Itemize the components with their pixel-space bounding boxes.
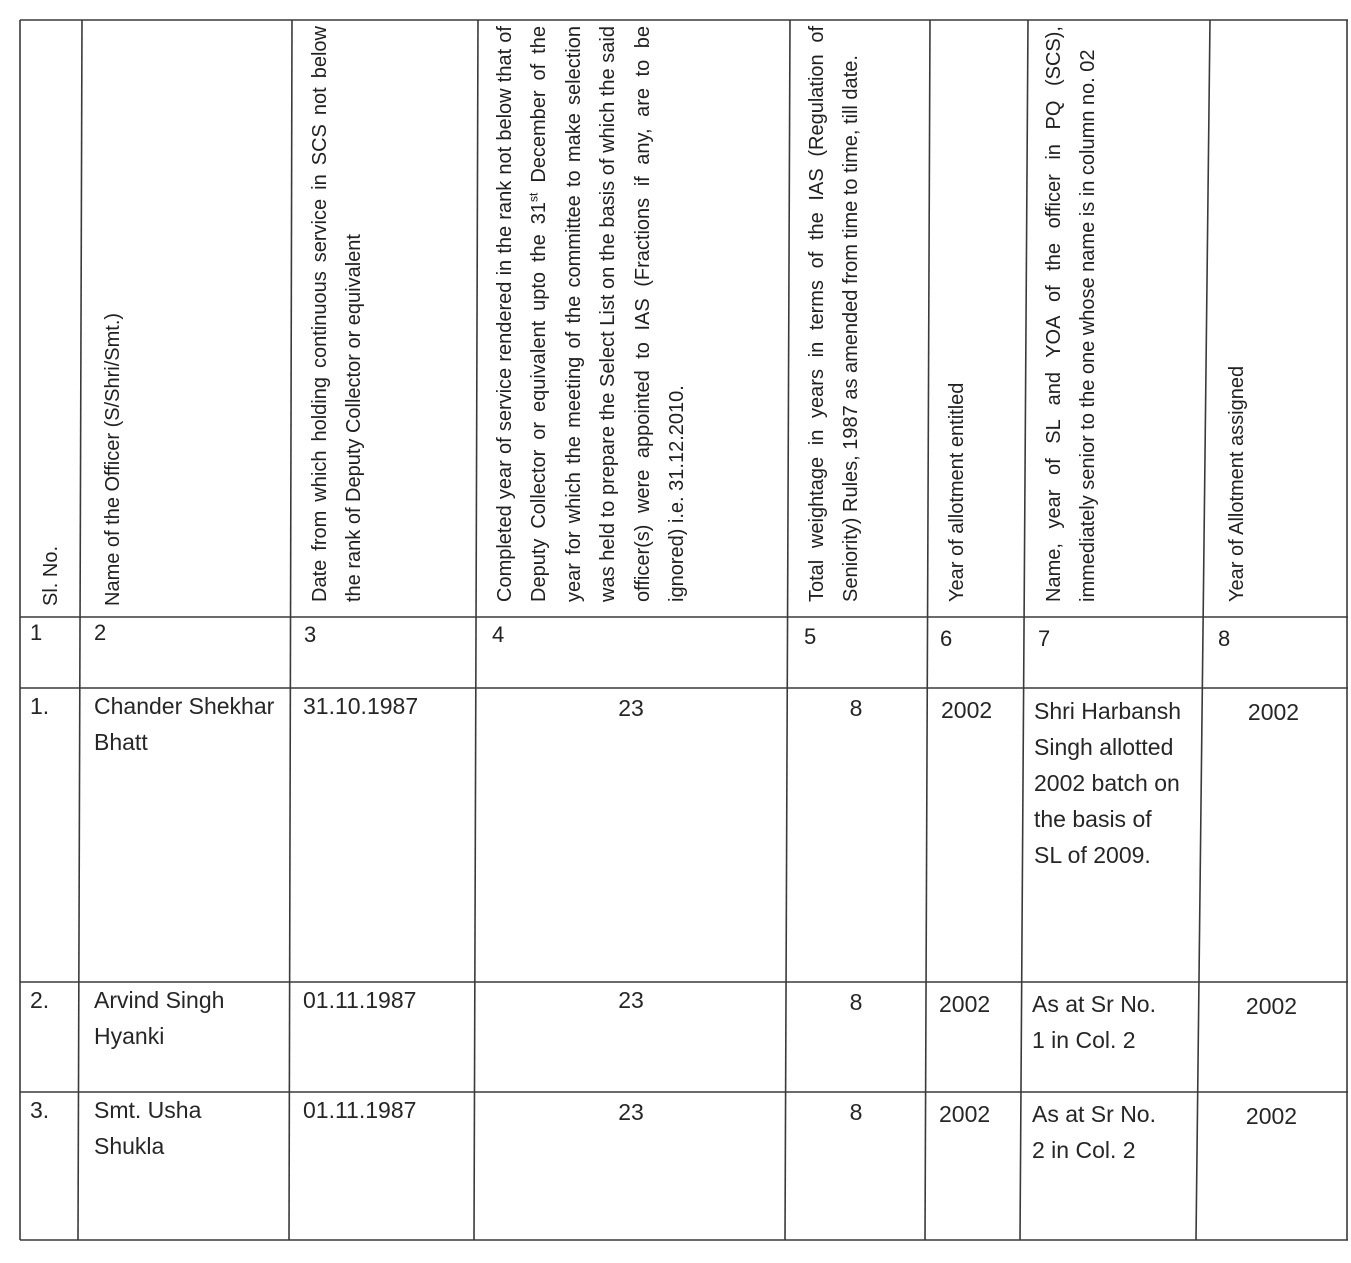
header-total-weightage-text: Total weightage in years in terms of the IAS (Regulation of Seniority) Rules, 1987 as amended from time to time, till date.: [806, 26, 863, 602]
row2-year-assigned: 2002: [1245, 993, 1298, 1019]
row1-officer-name: Chander Shekhar Bhatt: [94, 693, 275, 755]
row3-senior-officer: As at Sr No. 2 in Col. 2: [1032, 1101, 1156, 1163]
col-border-1: [78, 20, 82, 1240]
column-number-8: 8: [1218, 626, 1231, 651]
row1-weightage: 8: [849, 695, 863, 721]
completed-text-post: December of the year for which the meeting of the committee to make selection was held to prepare the Select List on the basis of which the said officer(s) were appointed to IAS (Fractions if any, are to be ignored) i.e. 31.12.2010.: [528, 26, 688, 602]
row2-senior-officer: As at Sr No. 1 in Col. 2: [1032, 991, 1156, 1053]
completed-text-pre: Completed year of service rendered in the rank not below that of Deputy Collector or equivalent upto the 31: [494, 26, 551, 602]
row3-completed-years: 23: [618, 1099, 644, 1125]
header-year-assigned-text: Year of Allotment assigned: [1226, 365, 1248, 602]
row1-year-entitled: 2002: [941, 697, 993, 723]
row3-service-date: 01.11.1987: [303, 1097, 417, 1123]
header-sl-no-text: Sl. No.: [40, 545, 62, 606]
row2-officer-name: Arvind Singh Hyanki: [94, 987, 225, 1049]
row2-year-entitled: 2002: [939, 991, 991, 1017]
header-completed-service: [488, 26, 792, 602]
row2-weightage: 8: [849, 989, 863, 1015]
column-number-6: 6: [940, 626, 953, 651]
row1-service-date: 31.10.1987: [303, 693, 419, 719]
column-number-2: 2: [94, 620, 107, 645]
header-senior-officer: [1037, 26, 1153, 602]
header-officer-name: [96, 26, 132, 606]
row1-year-assigned: 2002: [1247, 699, 1300, 725]
header-officer-name-text: Name of the Officer (S/Shri/Smt.): [102, 312, 124, 606]
header-total-weightage: [800, 26, 916, 602]
header-year-entitled-text: Year of allotment entitled: [946, 382, 968, 602]
header-service-date-text: Date from which holding continuous service in SCS not below the rank of Deputy Collector or equivalent: [309, 26, 366, 602]
row2-completed-years: 23: [618, 987, 644, 1013]
row2-sl-no: 2.: [30, 987, 50, 1013]
row2-service-date: 01.11.1987: [303, 987, 417, 1013]
row1-completed-years: 23: [618, 695, 644, 721]
col-border-6: [1020, 20, 1028, 1240]
column-number-3: 3: [304, 622, 317, 647]
row3-weightage: 8: [849, 1099, 863, 1125]
completed-text-sup: st: [526, 192, 541, 202]
column-number-5: 5: [804, 624, 817, 649]
row3-officer-name: Smt. Usha Shukla: [94, 1097, 202, 1159]
row3-year-entitled: 2002: [939, 1101, 991, 1127]
header-year-assigned: [1220, 26, 1256, 602]
row3-sl-no: 3.: [30, 1097, 50, 1123]
header-completed-service-text: [488, 26, 694, 602]
column-number-7: 7: [1038, 626, 1051, 651]
col-border-5: [925, 20, 930, 1240]
col-border-7: [1196, 20, 1210, 1240]
header-senior-officer-text: Name, year of SL and YOA of the officer in PQ (SCS), immediately senior to the one whose name is in column no. 02: [1043, 26, 1100, 602]
header-sl-no: [34, 26, 70, 606]
col-border-2: [289, 20, 292, 1240]
row3-year-assigned: 2002: [1245, 1103, 1298, 1129]
column-number-4: 4: [492, 622, 505, 647]
row1-senior-officer: Shri Harbansh Singh allotted 2002 batch on the basis of SL of 2009.: [1034, 698, 1182, 868]
column-number-1: 1: [30, 620, 43, 645]
row1-sl-no: 1.: [30, 693, 50, 719]
header-service-date: [303, 26, 419, 602]
header-year-entitled: [940, 26, 976, 602]
col-border-3: [474, 20, 478, 1240]
